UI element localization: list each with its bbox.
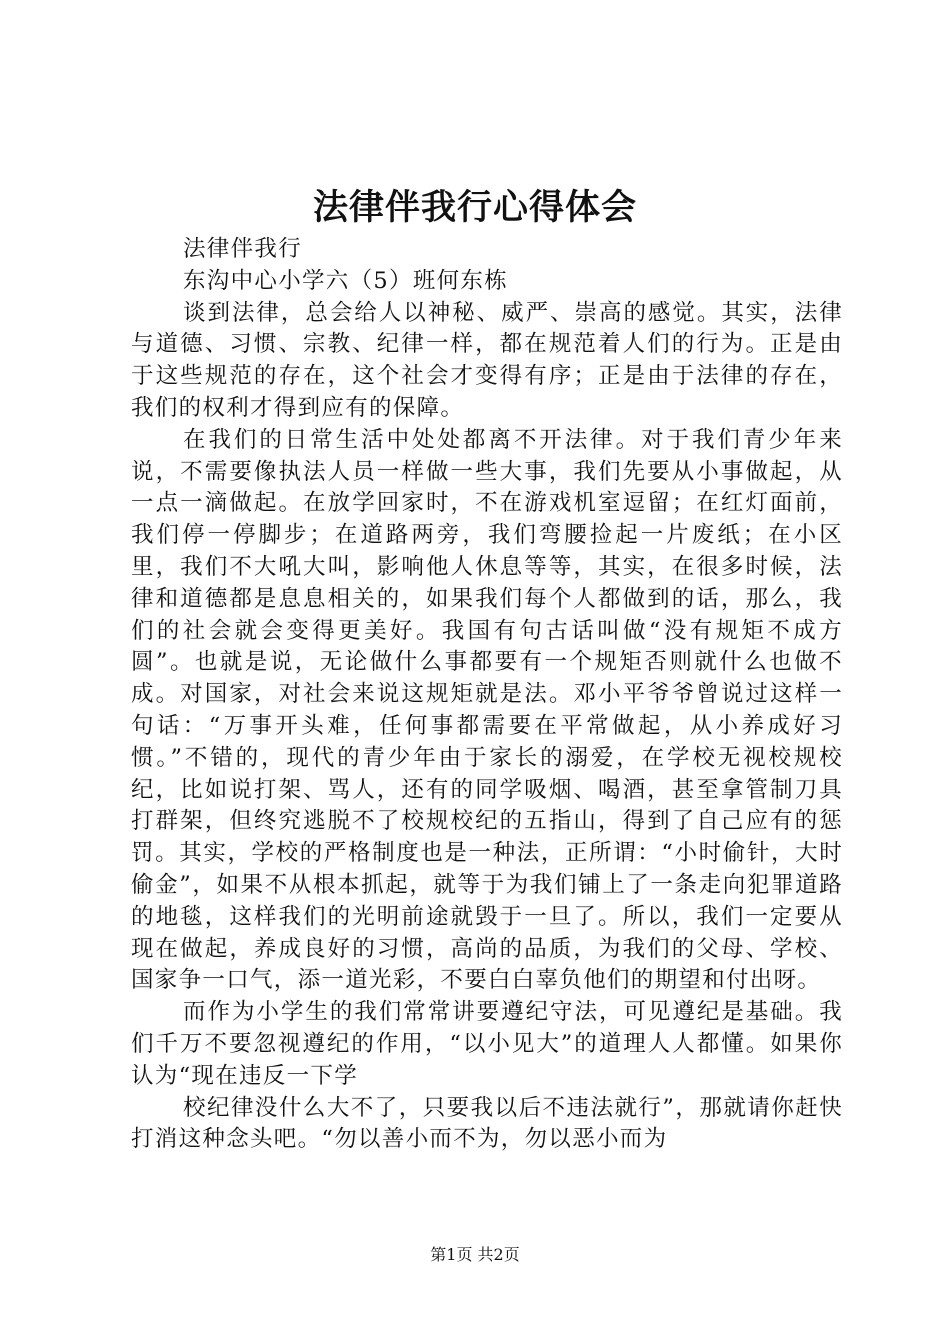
document-body xyxy=(131,234,843,1156)
paragraph: 在我们的日常生活中处处都离不开法律。对于我们青少年来说，不需要像执法人员一样做一些大事，我们先要从小事做起，从一点一滴做起。在放学回家时，不在游戏机室逗留；在红灯面前，我们停一停脚步；在道路两旁，我们弯腰捡起一片废纸；在小区里，我们不大吼大叫，影响他人休息等等，其实，在很多时候，法律和道德都是息息相关的，如果我们每个人都做到的话，那么，我们的社会就会变得更美好。我国有句古话叫做“没有规矩不成方圆”。也就是说，无论做什么事都要有一个规矩否则就什么也做不成。对国家，对社会来说这规矩就是法。邓小平爷爷曾说过这样一句话：“万事开头难，任何事都需要在平常做起，从小养成好习惯。”不错的，现代的青少年由于家长的溺爱，在学校无视校规校纪，比如说打架、骂人，还有的同学吸烟、喝酒，甚至拿管制刀具打群架，但终究逃脱不了校规校纪的五指山，得到了自己应有的惩罚。其实，学校的严格制度也是一种法，正所谓：“小时偷针，大时偷金”，如果不从根本抓起，就等于为我们铺上了一条走向犯罪道路的地毯，这样我们的光明前途就毁于一旦了。所以，我们一定要从现在做起，养成良好的习惯，高尚的品质，为我们的父母、学校、国家争一口气，添一道光彩，不要白白辜负他们的期望和付出呀。 xyxy=(131,426,843,994)
paragraph-subtitle: 法律伴我行 xyxy=(183,236,303,262)
paragraph: 谈到法律，总会给人以神秘、威严、崇高的感觉。其实，法律与道德、习惯、宗教、纪律一样，都在规范着人们的行为。正是由于这些规范的存在，这个社会才变得有序；正是由于法律的存在，我们的权利才得到应有的保障。 xyxy=(131,299,843,421)
paragraph-author: 东沟中心小学六（5）班何东栋 xyxy=(183,267,509,294)
paragraph: 校纪律没什么大不了，只要我以后不违法就行”，那就请你赶快打消这种念头吧。“勿以善小而不为，勿以恶小而为 xyxy=(131,1094,843,1153)
document-title: 法律伴我行心得体会 xyxy=(312,187,637,228)
page-number-footer: 第1页 共2页 xyxy=(430,1245,520,1264)
paragraph: 而作为小学生的我们常常讲要遵纪守法，可见遵纪是基础。我们千万不要忽视遵纪的作用，“以小见大”的道理人人都懂。如果你认为“现在违反一下学 xyxy=(131,999,843,1089)
